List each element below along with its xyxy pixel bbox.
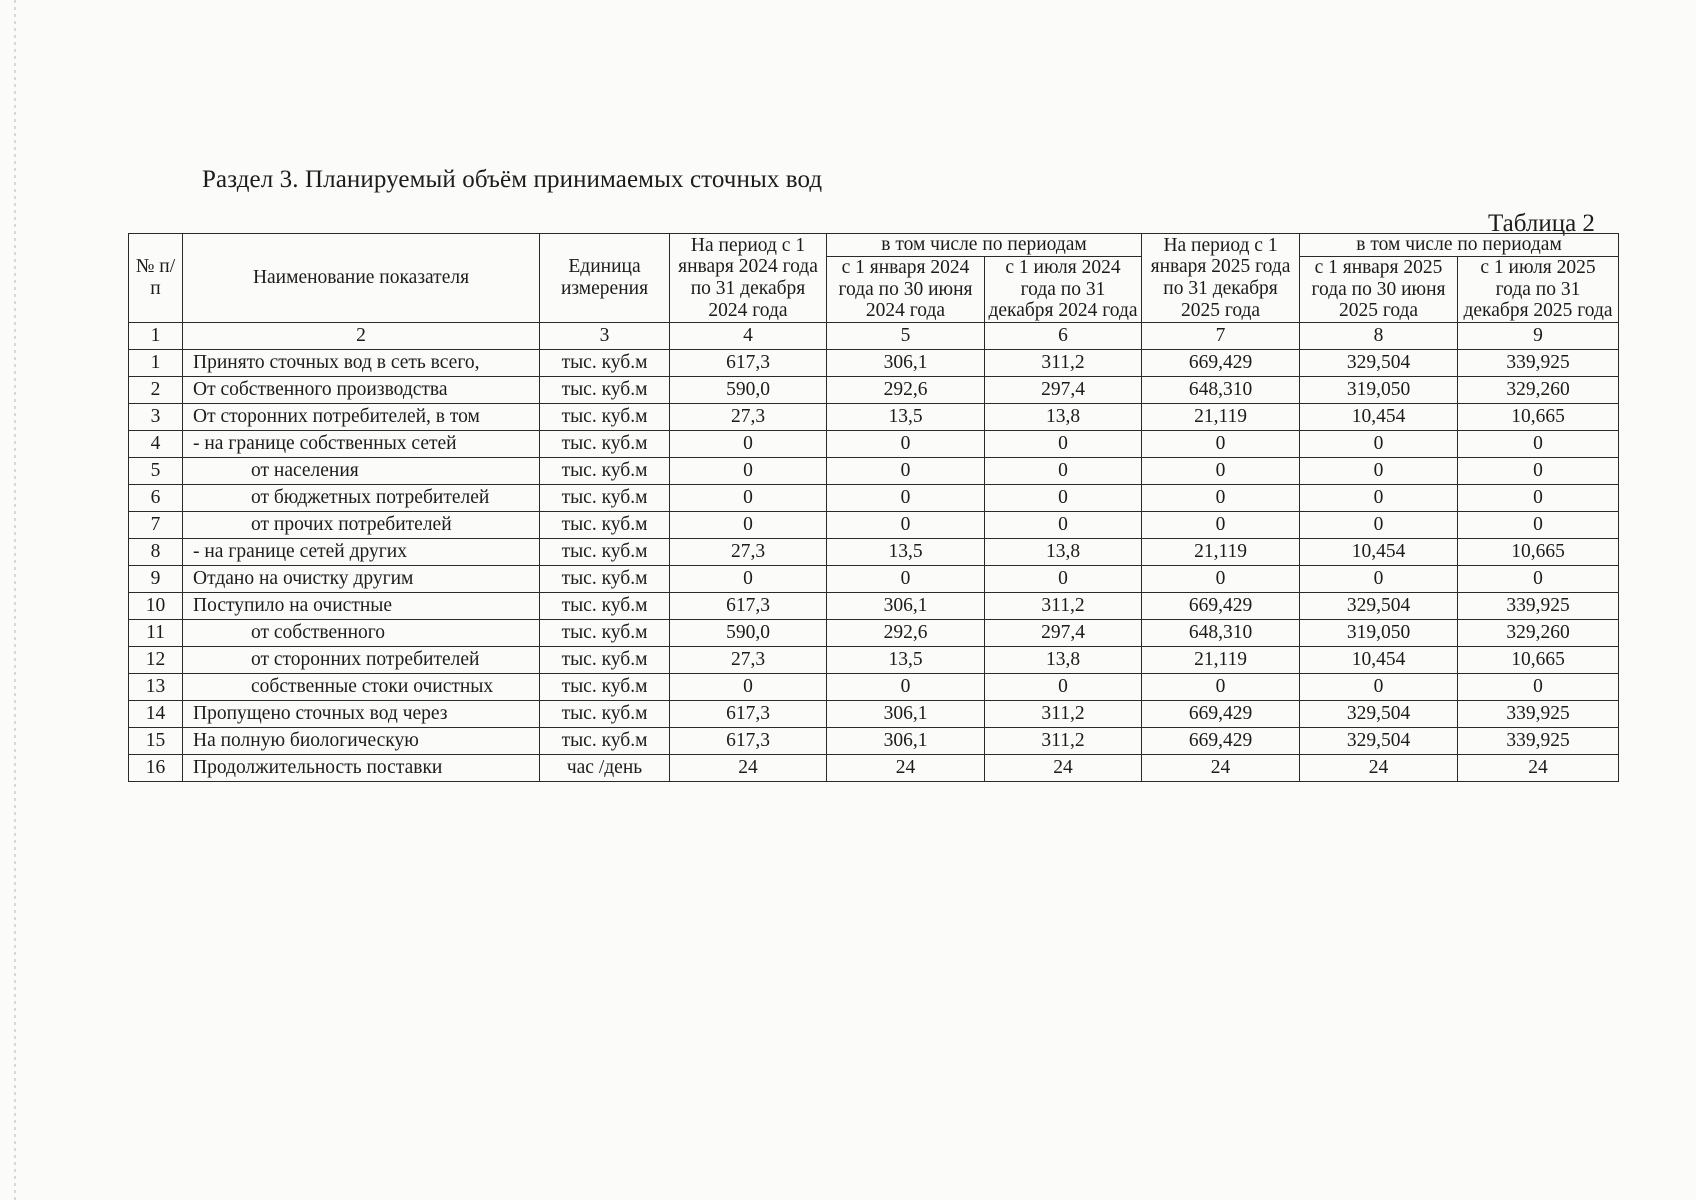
value-cell: 311,2 — [985, 728, 1142, 755]
value-cell: 617,3 — [670, 350, 827, 377]
value-cell: 339,925 — [1458, 728, 1619, 755]
header-h2-2025: с 1 июля 2025 года по 31 декабря 2025 года — [1458, 256, 1619, 322]
table-row — [129, 512, 1619, 539]
unit-of-measure: тыс. куб.м — [540, 431, 670, 458]
table-row — [129, 728, 1619, 755]
unit-of-measure: тыс. куб.м — [540, 620, 670, 647]
column-number: 9 — [1458, 323, 1619, 350]
table-row — [129, 404, 1619, 431]
value-cell: 13,5 — [827, 539, 985, 566]
value-cell: 0 — [670, 566, 827, 593]
table-row — [129, 485, 1619, 512]
value-cell: 329,504 — [1300, 350, 1458, 377]
unit-of-measure: тыс. куб.м — [540, 512, 670, 539]
value-cell: 339,925 — [1458, 593, 1619, 620]
value-cell: 10,454 — [1300, 647, 1458, 674]
value-cell: 24 — [1300, 755, 1458, 782]
value-cell: 10,665 — [1458, 539, 1619, 566]
value-cell: 329,504 — [1300, 728, 1458, 755]
row-number: 14 — [129, 701, 183, 728]
value-cell: 0 — [985, 512, 1142, 539]
value-cell: 24 — [985, 755, 1142, 782]
value-cell: 0 — [670, 512, 827, 539]
table-row — [129, 458, 1619, 485]
value-cell: 0 — [670, 458, 827, 485]
value-cell: 0 — [1300, 458, 1458, 485]
indicator-name: от собственного — [183, 620, 540, 647]
indicator-name: от бюджетных потребителей — [183, 485, 540, 512]
value-cell: 339,925 — [1458, 350, 1619, 377]
value-cell: 0 — [1300, 431, 1458, 458]
unit-of-measure: тыс. куб.м — [540, 539, 670, 566]
row-number: 12 — [129, 647, 183, 674]
header-incl-2025: в том числе по периодам — [1300, 234, 1619, 257]
table-row — [129, 431, 1619, 458]
table-row — [129, 647, 1619, 674]
unit-of-measure: тыс. куб.м — [540, 377, 670, 404]
value-cell: 0 — [1142, 458, 1300, 485]
indicator-name: от населения — [183, 458, 540, 485]
value-cell: 13,5 — [827, 647, 985, 674]
indicator-name: Отдано на очистку другим — [183, 566, 540, 593]
value-cell: 0 — [985, 458, 1142, 485]
value-cell: 648,310 — [1142, 377, 1300, 404]
value-cell: 306,1 — [827, 728, 985, 755]
unit-of-measure: тыс. куб.м — [540, 647, 670, 674]
row-number: 3 — [129, 404, 183, 431]
column-number: 3 — [540, 323, 670, 350]
table-row — [129, 674, 1619, 701]
value-cell: 648,310 — [1142, 620, 1300, 647]
header-name: Наименование показателя — [183, 234, 540, 323]
value-cell: 13,8 — [985, 404, 1142, 431]
value-cell: 0 — [1300, 512, 1458, 539]
value-cell: 297,4 — [985, 620, 1142, 647]
header-row-1 — [129, 234, 1619, 257]
column-number: 1 — [129, 323, 183, 350]
indicator-name: собственные стоки очистных — [183, 674, 540, 701]
table-row — [129, 377, 1619, 404]
header-h1-2025: с 1 января 2025 года по 30 июня 2025 года — [1300, 256, 1458, 322]
value-cell: 0 — [1300, 566, 1458, 593]
table-row — [129, 350, 1619, 377]
value-cell: 319,050 — [1300, 620, 1458, 647]
value-cell: 27,3 — [670, 647, 827, 674]
indicator-name: от прочих потребителей — [183, 512, 540, 539]
column-number-row — [129, 323, 1619, 350]
table-label: Таблица 2 — [1488, 210, 1595, 237]
value-cell: 0 — [985, 566, 1142, 593]
value-cell: 10,454 — [1300, 539, 1458, 566]
value-cell: 10,665 — [1458, 404, 1619, 431]
indicator-name: - на границе сетей других — [183, 539, 540, 566]
value-cell: 0 — [985, 431, 1142, 458]
value-cell: 24 — [670, 755, 827, 782]
value-cell: 0 — [1142, 674, 1300, 701]
column-number: 7 — [1142, 323, 1300, 350]
unit-of-measure: тыс. куб.м — [540, 350, 670, 377]
value-cell: 0 — [1142, 566, 1300, 593]
value-cell: 24 — [827, 755, 985, 782]
value-cell: 311,2 — [985, 350, 1142, 377]
value-cell: 0 — [1458, 566, 1619, 593]
value-cell: 590,0 — [670, 620, 827, 647]
value-cell: 0 — [985, 485, 1142, 512]
value-cell: 24 — [1142, 755, 1300, 782]
value-cell: 0 — [1300, 674, 1458, 701]
table-row — [129, 620, 1619, 647]
value-cell: 0 — [670, 431, 827, 458]
unit-of-measure: тыс. куб.м — [540, 593, 670, 620]
unit-of-measure: тыс. куб.м — [540, 458, 670, 485]
wastewater-volume-table — [128, 233, 1619, 782]
unit-of-measure: час /день — [540, 755, 670, 782]
unit-of-measure: тыс. куб.м — [540, 728, 670, 755]
value-cell: 0 — [827, 674, 985, 701]
value-cell: 329,260 — [1458, 620, 1619, 647]
row-number: 10 — [129, 593, 183, 620]
column-number: 2 — [183, 323, 540, 350]
value-cell: 0 — [985, 674, 1142, 701]
row-number: 15 — [129, 728, 183, 755]
row-number: 8 — [129, 539, 183, 566]
value-cell: 21,119 — [1142, 647, 1300, 674]
table-row — [129, 701, 1619, 728]
table-row — [129, 593, 1619, 620]
value-cell: 10,454 — [1300, 404, 1458, 431]
table-row — [129, 539, 1619, 566]
value-cell: 0 — [827, 512, 985, 539]
indicator-name: На полную биологическую — [183, 728, 540, 755]
value-cell: 0 — [1142, 512, 1300, 539]
header-num: № п/п — [129, 234, 183, 323]
value-cell: 669,429 — [1142, 350, 1300, 377]
value-cell: 617,3 — [670, 701, 827, 728]
header-h1-2024: с 1 января 2024 года по 30 июня 2024 года — [827, 256, 985, 322]
value-cell: 0 — [827, 458, 985, 485]
value-cell: 329,504 — [1300, 593, 1458, 620]
row-number: 13 — [129, 674, 183, 701]
unit-of-measure: тыс. куб.м — [540, 566, 670, 593]
value-cell: 0 — [827, 431, 985, 458]
value-cell: 13,8 — [985, 647, 1142, 674]
value-cell: 21,119 — [1142, 404, 1300, 431]
column-number: 4 — [670, 323, 827, 350]
value-cell: 339,925 — [1458, 701, 1619, 728]
indicator-name: Пропущено сточных вод через — [183, 701, 540, 728]
row-number: 2 — [129, 377, 183, 404]
row-number: 5 — [129, 458, 183, 485]
indicator-name: От сторонних потребителей, в том — [183, 404, 540, 431]
row-number: 7 — [129, 512, 183, 539]
indicator-name: - на границе собственных сетей — [183, 431, 540, 458]
table-body — [129, 350, 1619, 782]
row-number: 16 — [129, 755, 183, 782]
value-cell: 311,2 — [985, 593, 1142, 620]
unit-of-measure: тыс. куб.м — [540, 404, 670, 431]
value-cell: 21,119 — [1142, 539, 1300, 566]
indicator-name: От собственного производства — [183, 377, 540, 404]
header-unit: Единица измерения — [540, 234, 670, 323]
unit-of-measure: тыс. куб.м — [540, 701, 670, 728]
indicator-name: Принято сточных вод в сеть всего, — [183, 350, 540, 377]
value-cell: 311,2 — [985, 701, 1142, 728]
table-row — [129, 566, 1619, 593]
header-period-2024: На период с 1 января 2024 года по 31 декабря 2024 года — [670, 234, 827, 323]
value-cell: 0 — [1142, 431, 1300, 458]
section-title: Раздел 3. Планируемый объём принимаемых сточных вод — [202, 166, 823, 193]
column-number: 5 — [827, 323, 985, 350]
unit-of-measure: тыс. куб.м — [540, 674, 670, 701]
value-cell: 27,3 — [670, 404, 827, 431]
value-cell: 669,429 — [1142, 701, 1300, 728]
value-cell: 13,8 — [985, 539, 1142, 566]
value-cell: 0 — [1142, 485, 1300, 512]
value-cell: 319,050 — [1300, 377, 1458, 404]
value-cell: 669,429 — [1142, 593, 1300, 620]
value-cell: 0 — [827, 485, 985, 512]
value-cell: 0 — [1300, 485, 1458, 512]
row-number: 1 — [129, 350, 183, 377]
value-cell: 24 — [1458, 755, 1619, 782]
value-cell: 0 — [1458, 674, 1619, 701]
value-cell: 329,504 — [1300, 701, 1458, 728]
indicator-name: Поступило на очистные — [183, 593, 540, 620]
indicator-name: от сторонних потребителей — [183, 647, 540, 674]
table-row — [129, 755, 1619, 782]
scan-edge — [14, 0, 16, 1200]
row-number: 9 — [129, 566, 183, 593]
value-cell: 0 — [670, 674, 827, 701]
value-cell: 306,1 — [827, 701, 985, 728]
unit-of-measure: тыс. куб.м — [540, 485, 670, 512]
value-cell: 10,665 — [1458, 647, 1619, 674]
value-cell: 0 — [1458, 431, 1619, 458]
value-cell: 306,1 — [827, 593, 985, 620]
value-cell: 0 — [670, 485, 827, 512]
header-period-2025: На период с 1 января 2025 года по 31 декабря 2025 года — [1142, 234, 1300, 323]
value-cell: 617,3 — [670, 728, 827, 755]
header-incl-2024: в том числе по периодам — [827, 234, 1142, 257]
value-cell: 292,6 — [827, 620, 985, 647]
value-cell: 0 — [1458, 485, 1619, 512]
value-cell: 329,260 — [1458, 377, 1619, 404]
indicator-name: Продолжительность поставки — [183, 755, 540, 782]
value-cell: 27,3 — [670, 539, 827, 566]
row-number: 6 — [129, 485, 183, 512]
value-cell: 0 — [827, 566, 985, 593]
value-cell: 617,3 — [670, 593, 827, 620]
row-number: 11 — [129, 620, 183, 647]
value-cell: 306,1 — [827, 350, 985, 377]
column-number: 6 — [985, 323, 1142, 350]
row-number: 4 — [129, 431, 183, 458]
value-cell: 590,0 — [670, 377, 827, 404]
value-cell: 0 — [1458, 458, 1619, 485]
value-cell: 669,429 — [1142, 728, 1300, 755]
value-cell: 13,5 — [827, 404, 985, 431]
value-cell: 0 — [1458, 512, 1619, 539]
value-cell: 297,4 — [985, 377, 1142, 404]
header-h2-2024: с 1 июля 2024 года по 31 декабря 2024 года — [985, 256, 1142, 322]
column-number: 8 — [1300, 323, 1458, 350]
value-cell: 292,6 — [827, 377, 985, 404]
